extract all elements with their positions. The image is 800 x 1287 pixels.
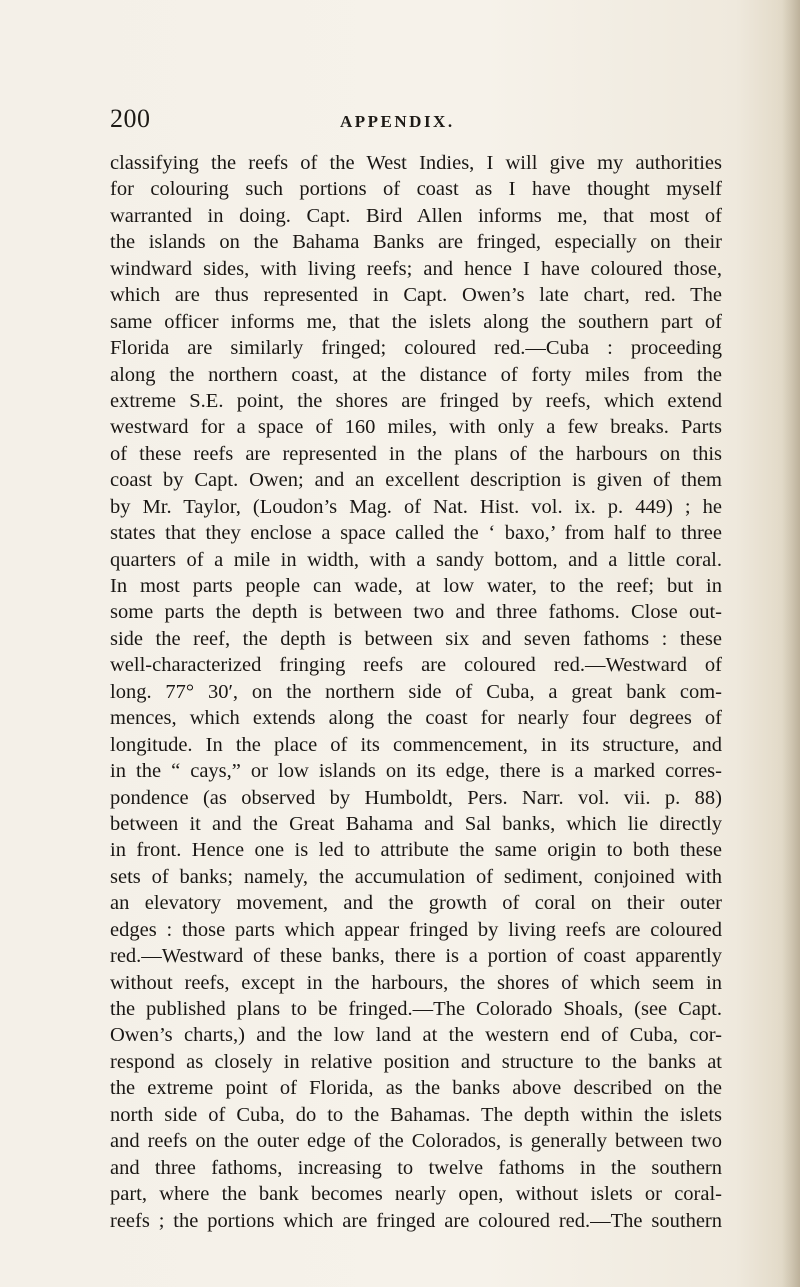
text-line: some parts the depth is between two and three fathoms. Close out- — [110, 601, 722, 624]
page-header — [110, 104, 720, 138]
text-line: red.—Westward of these banks, there is a portion of coast apparently — [110, 945, 722, 968]
text-line: In most parts people can wade, at low water, to the reef; but in — [110, 575, 722, 597]
page-number: 200 — [110, 104, 151, 133]
text-line: westward for a space of 160 miles, with only a few breaks. Parts — [110, 416, 722, 439]
text-line: same officer informs me, that the islets along the southern part of — [110, 310, 722, 333]
text-line: along the northern coast, at the distance of forty miles from the — [110, 363, 722, 386]
text-line: sets of banks; namely, the accumulation of sediment, conjoined with — [110, 865, 722, 888]
text-line: respond as closely in relative position and structure to the banks at — [110, 1050, 722, 1073]
text-line: in the “ cays,” or low islands on its edge, there is a marked corres- — [110, 760, 722, 783]
text-line: part, where the bank becomes nearly open, without islets or coral- — [110, 1183, 722, 1206]
text-line: edges : those parts which appear fringed by living reefs are coloured — [110, 918, 722, 941]
text-line: states that they enclose a space called the ‘ baxo,’ from half to three — [110, 522, 722, 545]
text-line: mences, which extends along the coast for nearly four degrees of — [110, 707, 722, 730]
body-text — [110, 150, 722, 1234]
text-line: quarters of a mile in width, with a sandy bottom, and a little coral. — [110, 548, 722, 571]
text-line: windward sides, with living reefs; and hence I have coloured those, — [110, 257, 722, 280]
text-line: the islands on the Bahama Banks are fringed, especially on their — [110, 231, 722, 254]
text-line: Florida are similarly fringed; coloured red.—Cuba : proceeding — [110, 337, 722, 360]
page-edge-shadow — [782, 0, 800, 1287]
text-line: which are thus represented in Capt. Owen’s late chart, red. The — [110, 284, 722, 307]
text-line: longitude. In the place of its commencement, in its structure, and — [110, 733, 722, 756]
text-line: pondence (as observed by Humboldt, Pers. Narr. vol. vii. p. 88) — [110, 786, 722, 809]
text-line: Owen’s charts,) and the low land at the western end of Cuba, cor- — [110, 1024, 722, 1047]
text-line: an elevatory movement, and the growth of coral on their outer — [110, 892, 722, 915]
text-line: by Mr. Taylor, (Loudon’s Mag. of Nat. Hist. vol. ix. p. 449) ; he — [110, 495, 722, 518]
text-line: without reefs, except in the harbours, the shores of which seem in — [110, 971, 722, 994]
running-head: APPENDIX. — [340, 112, 455, 131]
text-line: the published plans to be fringed.—The Colorado Shoals, (see Capt. — [110, 998, 722, 1020]
text-line: and three fathoms, increasing to twelve fathoms in the southern — [110, 1156, 722, 1179]
text-line: side the reef, the depth is between six and seven fathoms : these — [110, 627, 722, 650]
text-line: well-characterized fringing reefs are coloured red.—Westward of — [110, 654, 722, 677]
text-line: warranted in doing. Capt. Bird Allen informs me, that most of — [110, 204, 722, 227]
text-line: in front. Hence one is led to attribute the same origin to both these — [110, 839, 722, 862]
text-line: for colouring such portions of coast as I have thought myself — [110, 178, 722, 201]
text-line: the extreme point of Florida, as the banks above described on the — [110, 1077, 722, 1100]
text-line: reefs ; the portions which are fringed are coloured red.—The southern — [110, 1209, 722, 1232]
text-line: of these reefs are represented in the plans of the harbours on this — [110, 442, 722, 465]
text-line: extreme S.E. point, the shores are fringed by reefs, which extend — [110, 389, 722, 412]
text-line: long. 77° 30′, on the northern side of Cuba, a great bank com- — [110, 680, 722, 703]
text-line: between it and the Great Bahama and Sal banks, which lie directly — [110, 812, 722, 835]
text-line: north side of Cuba, do to the Bahamas. The depth within the islets — [110, 1103, 722, 1126]
text-line: and reefs on the outer edge of the Colorados, is generally between two — [110, 1130, 722, 1153]
text-line: classifying the reefs of the West Indies, I will give my authorities — [110, 152, 722, 174]
text-line: coast by Capt. Owen; and an excellent description is given of them — [110, 469, 722, 492]
